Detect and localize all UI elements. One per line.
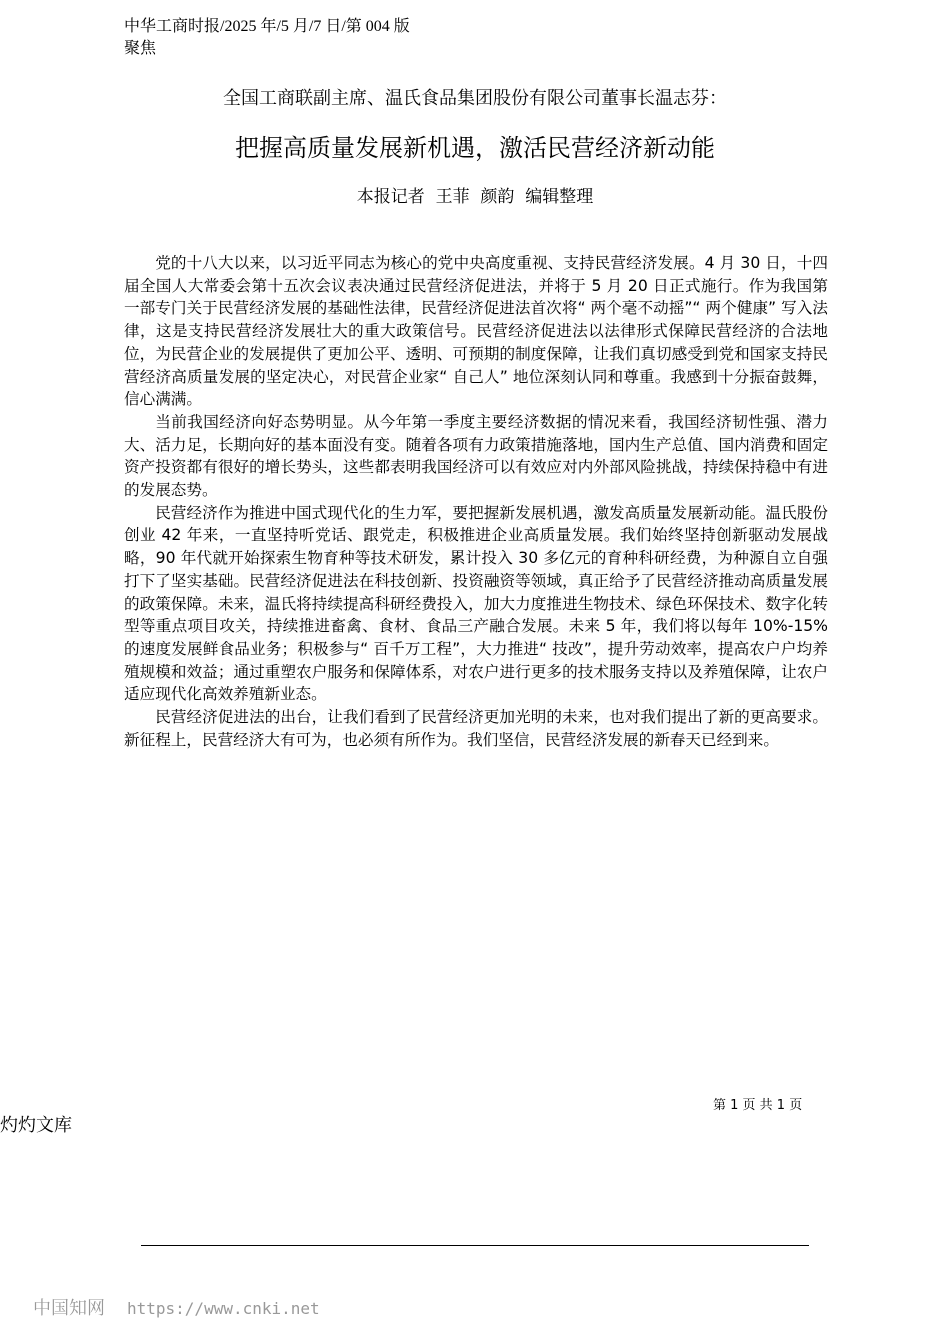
footer-divider [141,1245,809,1246]
article-subtitle: 全国工商联副主席、温氏食品集团股份有限公司董事长温志芬： [223,88,727,109]
cnki-name: 中国知网 [33,1298,105,1319]
article-body [124,252,828,751]
source-line: 中华工商时报/2025 年/5 月/7 日/第 004 版聚焦 [124,18,410,57]
paragraph: 当前我国经济向好态势明显。从今年第一季度主要经济数据的情况来看，我国经济韧性强、潜力大、活力足，长期向好的基本面没有变。随着各项有力政策措施落地，国内生产总值、国内消费和固定资产投资都有很好的增长势头，这些都表明我国经济可以有效应对内外部风险挑战，持续保持稳中有进的发展态势。 [124,412,828,500]
article-byline: 本报记者 王菲 颜韵 编辑整理 [356,187,594,207]
paragraph: 党的十八大以来，以习近平同志为核心的党中央高度重视、支持民营经济发展。4 月 30 日，十四届全国人大常委会第十五次会议表决通过民营经济促进法，并将于 5 月 20 日正式施行。作为我国第一部专门关于民营经济发展的基础性法律，民营经济促进法首次将“ 两个毫不动摇”“ 两个健康” 写入法律，这是支持民营经济发展壮大的重大政策信号。民营经济促进法以法律形式保障民营经济的合法地位，为民营企业的发展提供了更加公平、透明、可预期的制度保障，让我们真切感受到党和国家支持民营经济高质量发展的坚定决心，对民营企业家“ 自己人” 地位深刻认同和尊重。我感到十分振奋鼓舞，信心满满。 [124,254,828,409]
paragraph: 民营经济促进法的出台，让我们看到了民营经济更加光明的未来，也对我们提出了新的更高要求。新征程上，民营经济大有可为，也必须有所作为。我们坚信，民营经济发展的新春天已经到来。 [124,708,828,749]
article-title: 把握高质量发展新机遇，激活民营经济新动能 [235,134,715,162]
watermark: 灼灼文库 [0,1115,72,1136]
cnki-link[interactable]: https://www.cnki.net [127,1299,320,1318]
cnki-footer [33,1294,320,1320]
page-number: 第 1 页 共 1 页 [713,1098,803,1113]
paragraph: 民营经济作为推进中国式现代化的生力军，要把握新发展机遇，激发高质量发展新动能。温氏股份创业 42 年来，一直坚持听党话、跟党走，积极推进企业高质量发展。我们始终坚持创新驱动发展战略，90 年代就开始探索生物育种等技术研发，累计投入 30 多亿元的育种科研经费，为种源自立自强打下了坚实基础。民营经济促进法在科技创新、投资融资等领域，真正给予了民营经济推动高质量发展的政策保障。未来，温氏将持续提高科研经费投入，加大力度推进生物技术、绿色环保技术、数字化转型等重点项目攻关，持续推进畜禽、食材、食品三产融合发展。未来 5 年，我们将以每年 10%-15%的速度发展鲜食品业务；积极参与“ 百千万工程”，大力推进“ 技改”，提升劳动效率，提高农户户均养殖规模和效益；通过重塑农户服务和保障体系，对农户进行更多的技术服务支持以及养殖保障，让农户适应现代化高效养殖新业态。 [124,503,828,704]
